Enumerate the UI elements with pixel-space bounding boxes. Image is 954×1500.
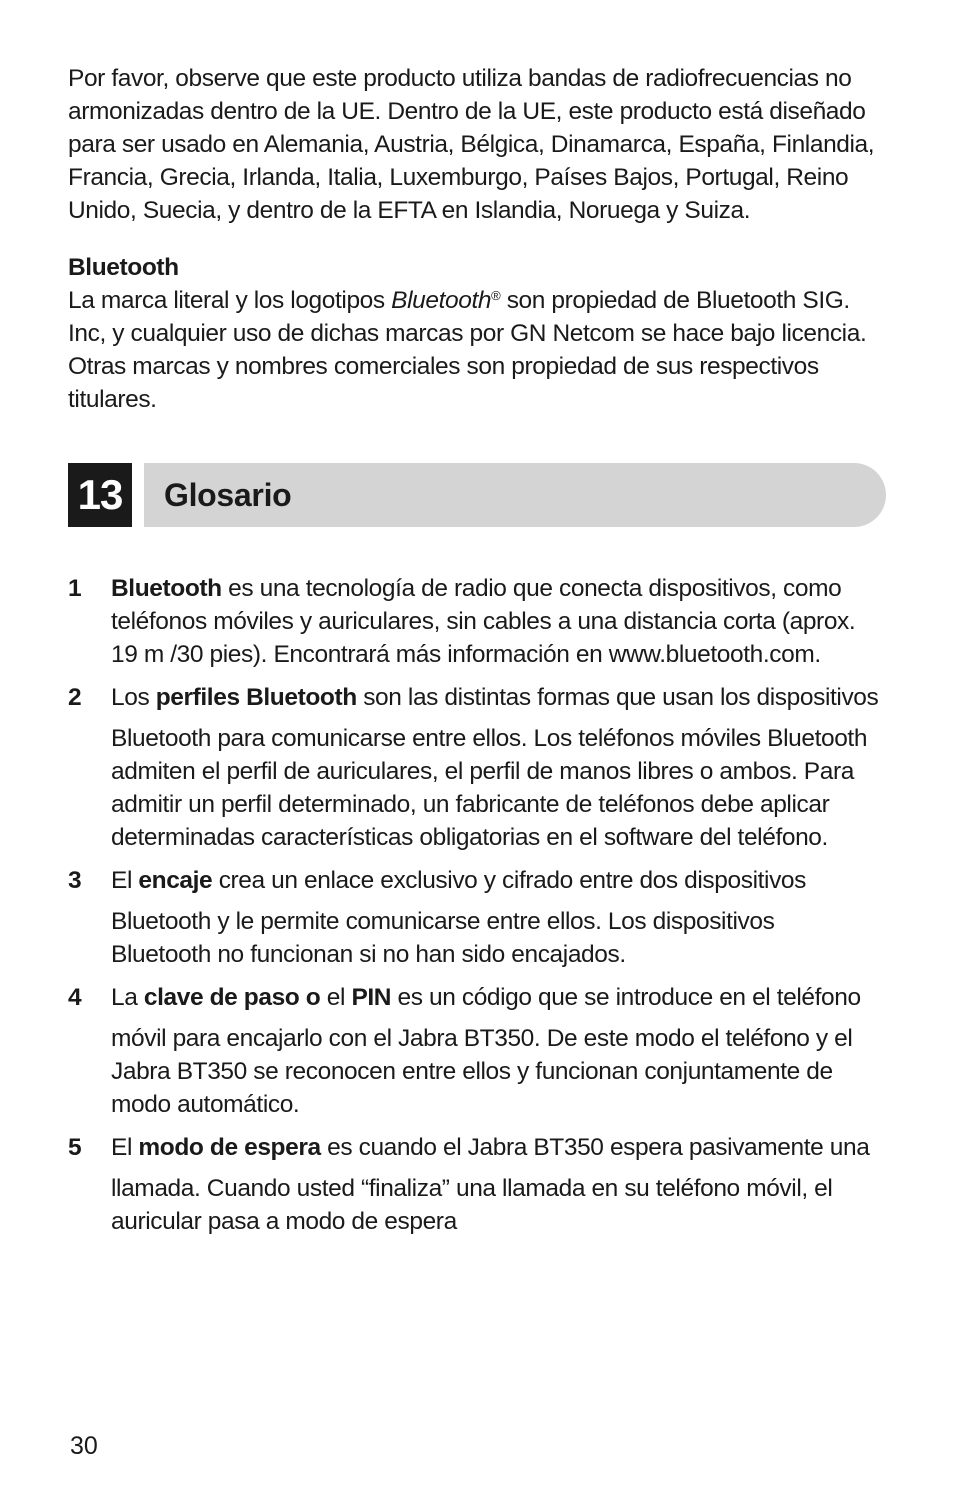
glossary-line: llamada. Cuando usted “finaliza” una llamada en su teléfono móvil, el bbox=[111, 1175, 833, 1202]
glossary-line: admiten el perfil de auriculares, el perfil de manos libres o ambos. Para bbox=[111, 758, 854, 785]
bluetooth-line: titulares. bbox=[68, 386, 157, 413]
glossary-text: Los bbox=[111, 684, 156, 711]
glossary-item bbox=[68, 1131, 888, 1238]
glossary-text: es un código que se introduce en el teléfono bbox=[391, 984, 861, 1011]
registered-mark: ® bbox=[491, 288, 501, 303]
bluetooth-line: Otras marcas y nombres comerciales son propiedad de sus respectivos bbox=[68, 353, 819, 380]
glossary-line bbox=[111, 1131, 888, 1164]
glossary-line: teléfonos móviles y auriculares, sin cables a una distancia corta (aprox. bbox=[111, 608, 856, 635]
glossary-item bbox=[68, 681, 888, 854]
glossary-text: es una tecnología de radio que conecta dispositivos, como bbox=[221, 575, 842, 602]
glossary-item bbox=[68, 981, 888, 1121]
glossary-line: Bluetooth no funcionan si no han sido encajados. bbox=[111, 941, 626, 968]
bluetooth-line: Inc, y cualquier uso de dichas marcas por GN Netcom se hace bajo licencia. bbox=[68, 320, 867, 347]
glossary-line: móvil para encajarlo con el Jabra BT350. De este modo el teléfono y el bbox=[111, 1025, 853, 1052]
glossary-line: 19 m /30 pies). Encontrará más información en www.bluetooth.com. bbox=[111, 641, 821, 668]
glossary-text: La bbox=[111, 984, 144, 1011]
glossary-line: Jabra BT350 se reconocen entre ellos y funcionan conjuntamente de bbox=[111, 1058, 833, 1085]
glossary-text: son las distintas formas que usan los dispositivos bbox=[356, 684, 879, 711]
glossary-line: Bluetooth y le permite comunicarse entre ellos. Los dispositivos bbox=[111, 908, 775, 935]
bluetooth-paragraph bbox=[68, 284, 888, 416]
glossary-line: Bluetooth para comunicarse entre ellos. Los teléfonos móviles Bluetooth bbox=[111, 725, 868, 752]
bluetooth-heading: Bluetooth bbox=[68, 254, 179, 281]
chapter-title: Glosario bbox=[164, 477, 292, 513]
intro-line: armonizadas dentro de la UE. Dentro de la UE, este producto está diseñado bbox=[68, 98, 866, 125]
glossary-line: admitir un perfil determinado, un fabricante de teléfonos debe aplicar bbox=[111, 791, 830, 818]
glossary-term: encaje bbox=[138, 867, 213, 894]
glossary-item-number: 4 bbox=[68, 984, 82, 1011]
glossary-line bbox=[111, 681, 888, 714]
bluetooth-line-text: La marca literal y los logotipos bbox=[68, 287, 392, 314]
chapter-number: 13 bbox=[68, 463, 132, 527]
glossary-text: El bbox=[111, 1134, 139, 1161]
bluetooth-trademark: Bluetooth bbox=[391, 287, 492, 314]
glossary-item bbox=[68, 864, 888, 971]
intro-line: Por favor, observe que este producto utiliza bandas de radiofrecuencias no bbox=[68, 65, 852, 92]
intro-line: Francia, Grecia, Irlanda, Italia, Luxemburgo, Países Bajos, Portugal, Reino bbox=[68, 164, 849, 191]
bluetooth-line bbox=[68, 284, 888, 317]
glossary-line bbox=[111, 981, 888, 1014]
glossary-item-number: 1 bbox=[68, 575, 82, 602]
glossary-text: es cuando el Jabra BT350 espera pasivamente una bbox=[320, 1134, 870, 1161]
glossary-item bbox=[68, 572, 888, 671]
glossary-list bbox=[68, 572, 888, 1238]
glossary-item-number: 5 bbox=[68, 1134, 82, 1161]
glossary-line bbox=[111, 572, 888, 605]
glossary-line bbox=[111, 864, 888, 897]
glossary-text: el bbox=[320, 984, 352, 1011]
bluetooth-line-text: son propiedad de Bluetooth SIG. bbox=[500, 287, 850, 314]
glossary-text: crea un enlace exclusivo y cifrado entre dos dispositivos bbox=[212, 867, 806, 894]
glossary-term: clave de paso o bbox=[143, 984, 321, 1011]
intro-line: Unido, Suecia, y dentro de la EFTA en Islandia, Noruega y Suiza. bbox=[68, 197, 751, 224]
page-number: 30 bbox=[70, 1432, 98, 1460]
glossary-term: modo de espera bbox=[138, 1134, 321, 1161]
intro-paragraph bbox=[68, 62, 888, 227]
glossary-text: El bbox=[111, 867, 139, 894]
glossary-term: perfiles Bluetooth bbox=[155, 684, 357, 711]
glossary-line: determinadas características obligatorias en el software del teléfono. bbox=[111, 824, 828, 851]
page-body bbox=[68, 62, 888, 416]
glossary-term: Bluetooth bbox=[111, 575, 222, 602]
glossary-term: PIN bbox=[351, 984, 392, 1011]
glossary-line: auricular pasa a modo de espera bbox=[111, 1208, 457, 1235]
intro-line: para ser usado en Alemania, Austria, Bélgica, Dinamarca, España, Finlandia, bbox=[68, 131, 875, 158]
glossary-line: modo automático. bbox=[111, 1091, 300, 1118]
chapter-header bbox=[68, 463, 886, 527]
glossary-item-number: 3 bbox=[68, 867, 82, 894]
glossary-item-number: 2 bbox=[68, 684, 82, 711]
